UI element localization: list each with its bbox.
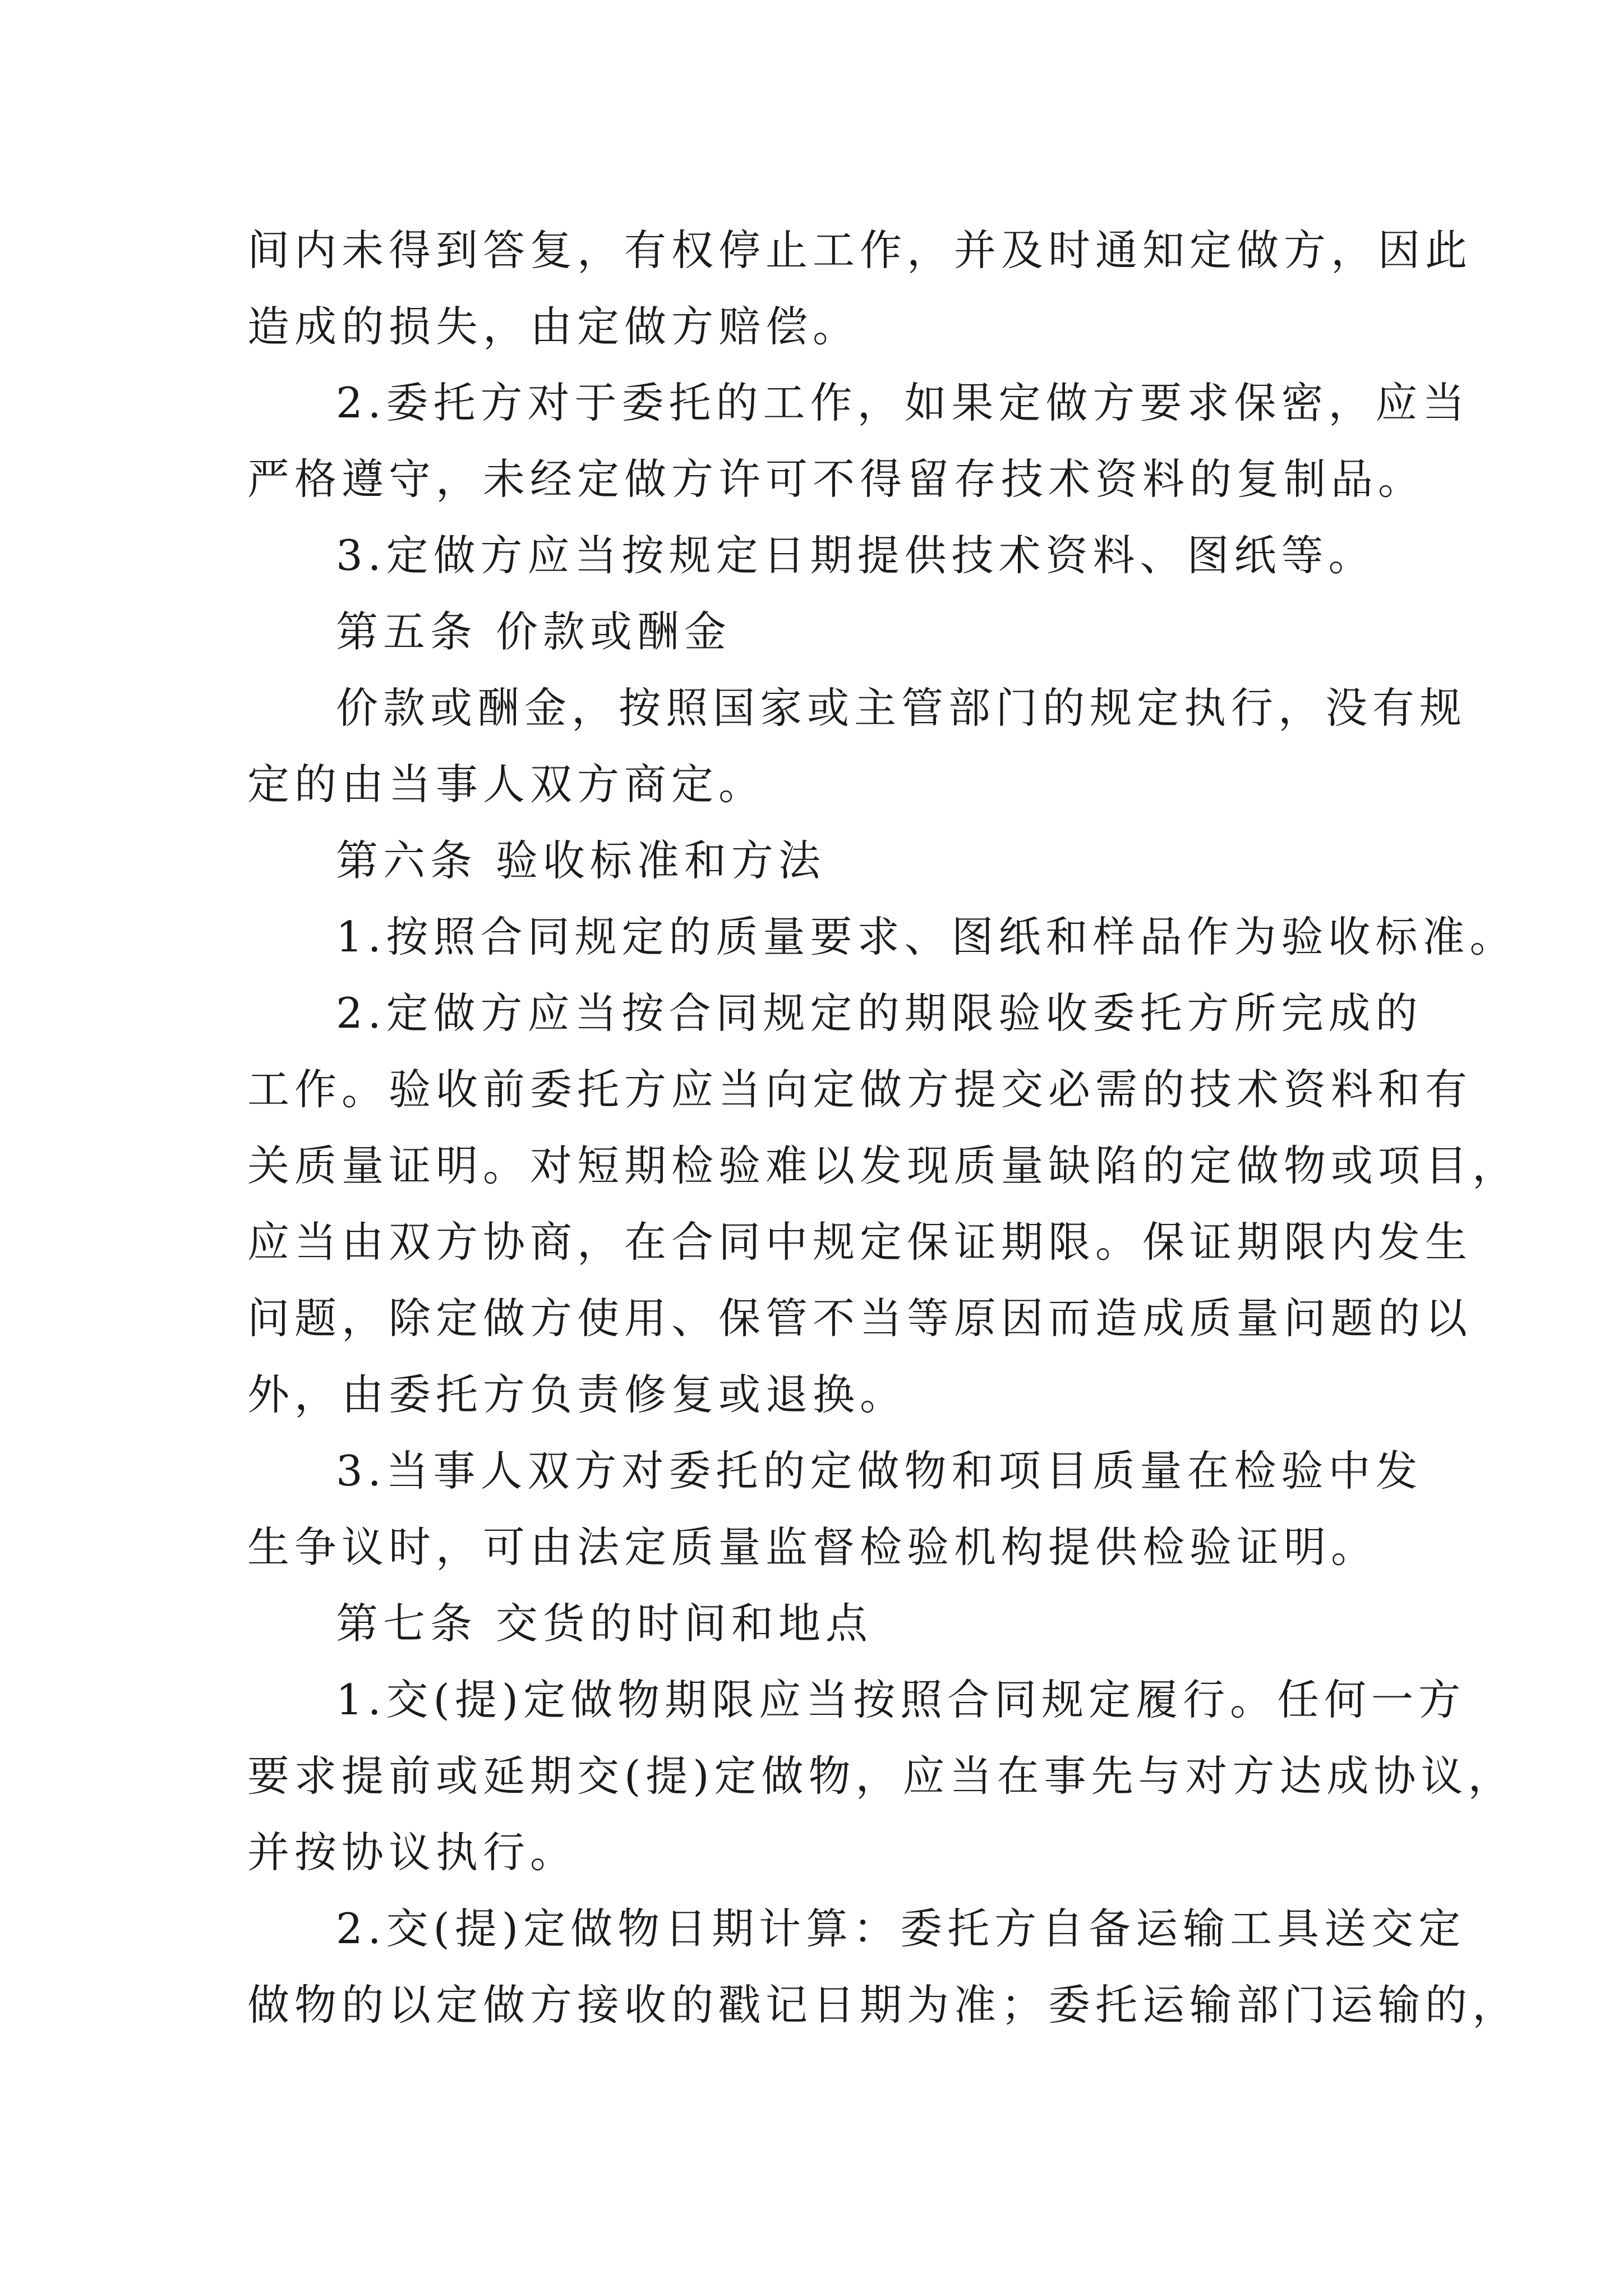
text-line-22: 并按协议执行。 xyxy=(247,1828,578,1877)
text-line-10: 1.按照合同规定的质量要求、图纸和样品作为验收标准。 xyxy=(336,912,1517,961)
text-line-1: 间内未得到答复，有权停止工作，并及时通知定做方，因此 xyxy=(247,226,1473,275)
text-line-20: 1.交(提)定做物期限应当按照合同规定履行。任何一方 xyxy=(336,1675,1466,1724)
section-heading-article-5: 第五条 价款或酬金 xyxy=(336,607,731,656)
text-line-8: 定的由当事人双方商定。 xyxy=(247,760,766,809)
section-heading-article-7: 第七条 交货的时间和地点 xyxy=(336,1599,873,1648)
text-line-14: 应当由双方协商，在合同中规定保证期限。保证期限内发生 xyxy=(247,1217,1473,1267)
text-line-12: 工作。验收前委托方应当向定做方提交必需的技术资料和有 xyxy=(247,1065,1473,1114)
text-line-2: 造成的损失，由定做方赔偿。 xyxy=(247,302,860,351)
text-line-16: 外，由委托方负责修复或退换。 xyxy=(247,1370,907,1419)
text-line-23: 2.交(提)定做物日期计算：委托方自备运输工具送交定 xyxy=(336,1904,1466,1953)
text-line-5: 3.定做方应当按规定日期提供技术资料、图纸等。 xyxy=(336,531,1376,580)
text-line-18: 生争议时，可由法定质量监督检验机构提供检验证明。 xyxy=(247,1522,1378,1572)
text-line-3: 2.委托方对于委托的工作，如果定做方要求保密，应当 xyxy=(336,378,1470,427)
text-line-7: 价款或酬金，按照国家或主管部门的规定执行，没有规 xyxy=(336,683,1467,733)
text-line-24: 做物的以定做方接收的戳记日期为准；委托运输部门运输的， xyxy=(247,1980,1520,2030)
text-line-17: 3.当事人双方对委托的定做物和项目质量在检验中发 xyxy=(336,1446,1423,1496)
text-line-15: 问题，除定做方使用、保管不当等原因而造成质量问题的以 xyxy=(247,1294,1473,1343)
text-line-4: 严格遵守，未经定做方许可不得留存技术资料的复制品。 xyxy=(247,454,1426,504)
section-heading-article-6: 第六条 验收标准和方法 xyxy=(336,836,826,885)
document-body xyxy=(247,212,1520,2043)
text-line-13: 关质量证明。对短期检验难以发现质量缺陷的定做物或项目， xyxy=(247,1141,1520,1190)
text-line-11: 2.定做方应当按合同规定的期限验收委托方所完成的 xyxy=(336,988,1423,1038)
text-line-21: 要求提前或延期交(提)定做物，应当在事先与对方达成协议， xyxy=(247,1751,1515,1801)
